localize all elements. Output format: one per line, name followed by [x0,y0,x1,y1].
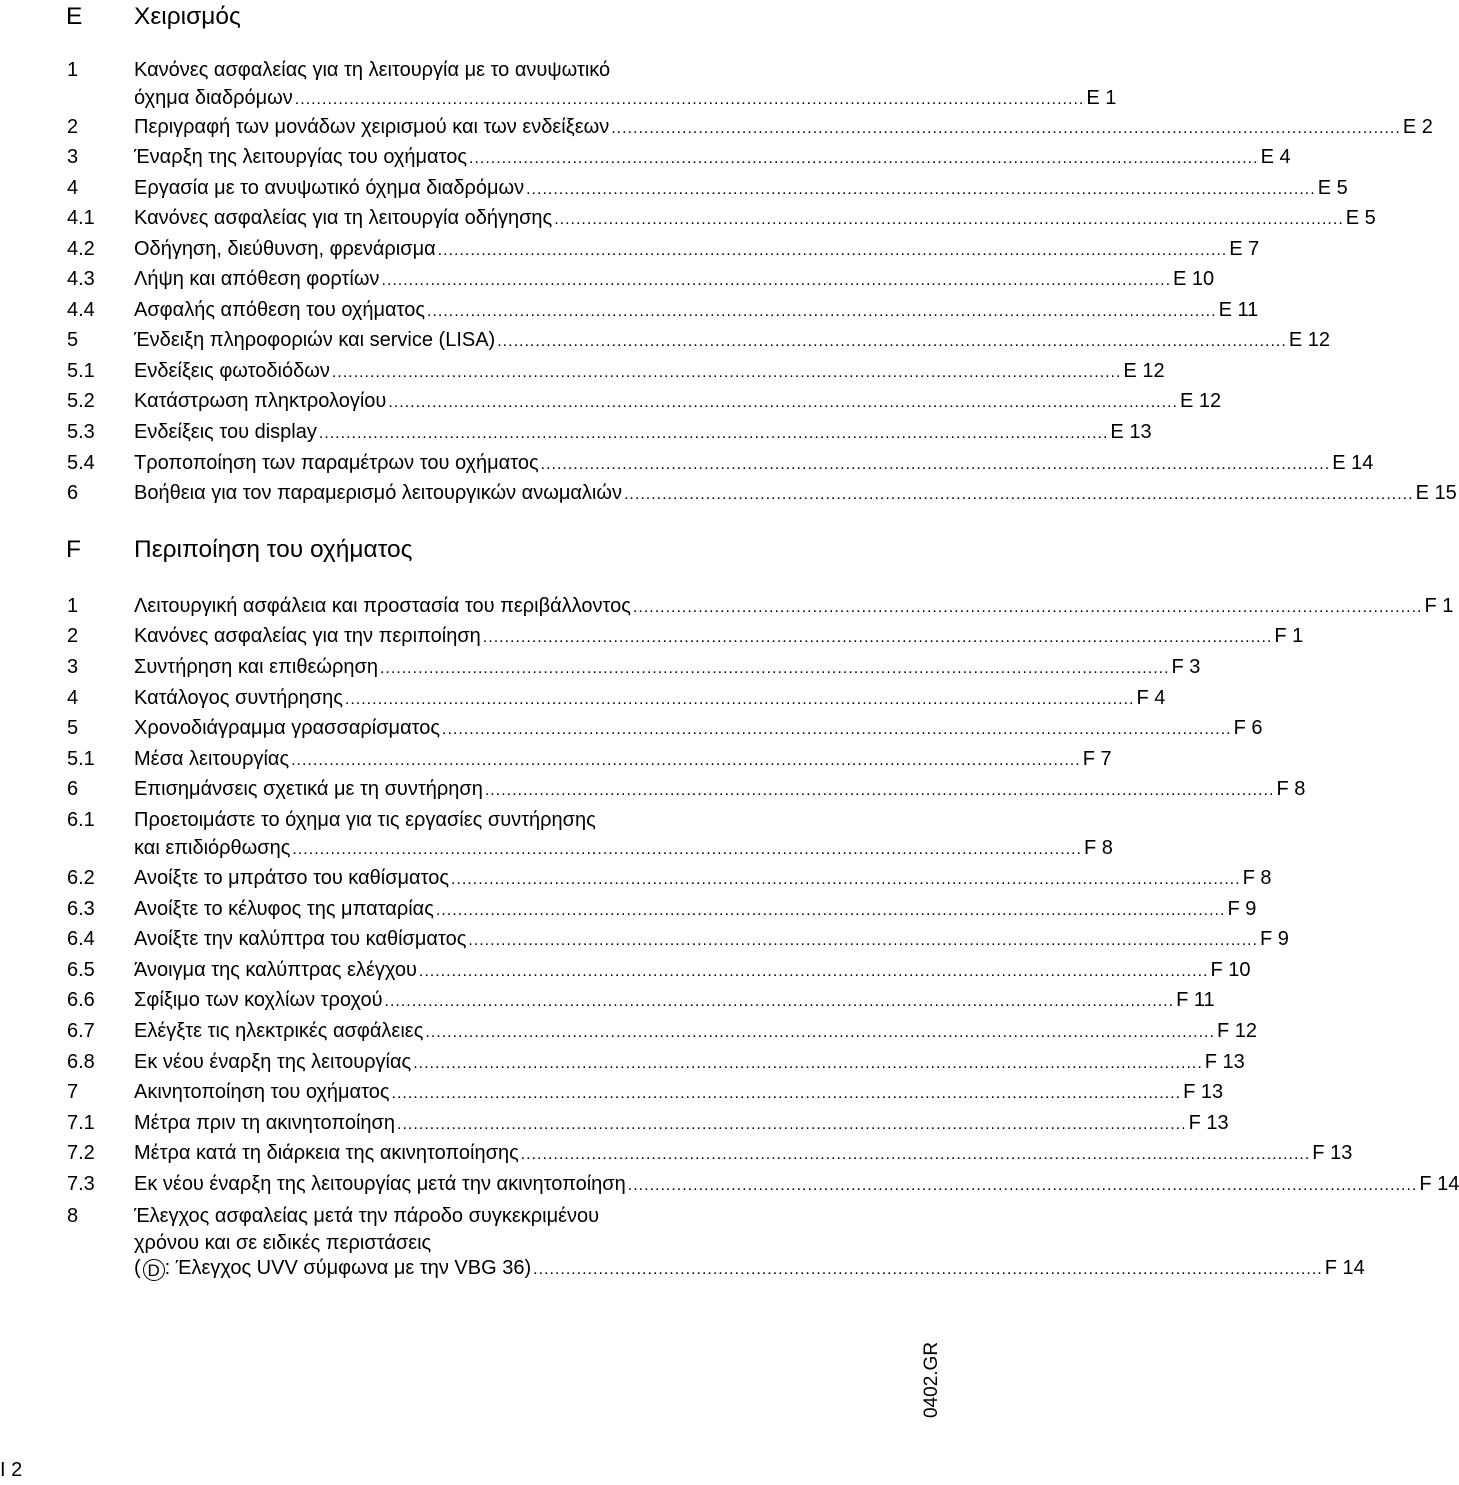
toc-entry-f-8[interactable] [0,1202,900,1230]
entry-title: Τροποποίηση των παραμέτρων του οχήματος [134,452,539,474]
toc-entry-e-4-2[interactable] [0,235,1260,263]
entry-number: 4.4 [67,299,95,321]
open-paren: ( [134,1257,141,1279]
section-letter: F [66,536,81,563]
page-ref: E 15 [1415,482,1457,504]
dot-leader: ................................................................................................................................................. [384,993,1175,1010]
toc-entry-e-6[interactable] [0,479,1457,507]
entry-number: 3 [67,656,79,678]
entry-title: Κανόνες ασφαλείας για τη λειτουργία οδήγησης [134,207,553,229]
page-ref: F 14 [1419,1173,1459,1195]
entry-title: Κατάλογος συντήρησης [134,687,343,709]
section-heading-f [0,533,900,567]
section-letter: E [66,3,83,30]
toc-entry-f-6-3[interactable] [0,895,1257,923]
section-title: Περιποίηση του οχήματος [134,536,413,563]
page-ref: E 12 [1179,390,1222,412]
entry-title: Επισημάνσεις σχετικά με τη συντήρηση [134,778,483,800]
entry-number: 1 [67,59,79,81]
toc-entry-f-4[interactable] [0,684,1166,712]
page-ref: F 14 [1324,1257,1365,1279]
entry-number: 6.4 [67,928,95,950]
entry-title: Λήψη και απόθεση φορτίων [134,268,380,290]
toc-entry-f-8-cont[interactable] [0,1229,900,1257]
dot-leader: ................................................................................................................................................. [442,721,1232,738]
entry-title: Ανοίξτε την καλύπτρα του καθίσματος [134,928,467,950]
toc-entry-f-6-6[interactable] [0,986,1215,1014]
page-ref: E 4 [1260,146,1291,168]
toc-entry-e-5-4[interactable] [0,449,1374,477]
toc-entry-e-1-cont[interactable] [0,84,1117,112]
dot-leader: ................................................................................................................................................. [627,1177,1418,1194]
toc-entry-f-5[interactable] [0,714,1263,742]
page-ref: E 11 [1218,299,1259,321]
page-ref: F 7 [1082,748,1112,770]
entry-title: Άνοιγμα της καλύπτρας ελέγχου [134,959,417,981]
toc-entry-e-2[interactable] [0,113,1433,141]
entry-title-continued: χρόνου και σε ειδικές περιστάσεις [134,1232,432,1254]
entry-number: 3 [67,146,79,168]
entry-number: 5.1 [67,360,95,382]
toc-entry-e-5-1[interactable] [0,357,1165,385]
entry-title-tail: : Έλεγχος UVV σύμφωνα με την VBG 36) [164,1257,532,1279]
entry-number: 4.2 [67,238,95,260]
entry-number: 7.2 [67,1142,95,1164]
toc-entry-e-5[interactable] [0,326,1330,354]
entry-number: 2 [67,625,79,647]
entry-title: Βοήθεια για τον παραμερισμό λειτουργικών ανωμαλιών [134,482,622,504]
page-ref: E 12 [1288,329,1330,351]
entry-number: 6.8 [67,1051,95,1073]
page-ref: F 6 [1233,717,1263,739]
toc-entry-f-7-3[interactable] [0,1170,1459,1198]
entry-title: Ένδειξη πληροφοριών και service (LISA) [134,329,496,351]
entry-number: 4 [67,687,79,709]
page-ref: E 5 [1317,177,1348,199]
entry-number: 4.3 [67,268,95,290]
entry-number: 6.5 [67,959,95,981]
entry-number: 7.1 [67,1112,95,1134]
entry-number: 5 [67,717,79,739]
entry-title: Εκ νέου έναρξη της λειτουργίας [134,1051,412,1073]
toc-entry-f-6-8[interactable] [0,1048,1245,1076]
page-ref: F 13 [1188,1112,1229,1134]
page-ref: E 12 [1123,360,1165,382]
dot-leader: ................................................................................................................................................. [611,120,1401,137]
page-ref: F 3 [1171,656,1201,678]
toc-entry-e-3[interactable] [0,143,1291,171]
page-ref: E 7 [1229,238,1260,260]
toc-entry-f-6-2[interactable] [0,864,1272,892]
page-number: I 2 [0,1459,23,1481]
entry-number: 6.1 [67,809,95,831]
page-ref: F 1 [1274,625,1304,647]
dot-leader: ................................................................................................................................................. [391,1085,1182,1102]
entry-title: Έναρξη της λειτουργίας του οχήματος [134,146,467,168]
entry-title: Εργασία με το ανυψωτικό όχημα διαδρόμων [134,177,525,199]
page-ref: F 8 [1083,837,1113,859]
entry-number: 5.4 [67,452,95,474]
entry-number: 8 [67,1205,79,1227]
page-ref: F 1 [1424,595,1454,617]
toc-entry-f-6-5[interactable] [0,956,1251,984]
entry-title: Προετοιμάστε το όχημα για τις εργασίες συντήρησης [134,809,596,831]
page-ref: F 8 [1242,867,1272,889]
entry-title: Λειτουργική ασφάλεια και προστασία του περιβάλλοντος [134,595,631,617]
page-ref: E 14 [1332,452,1374,474]
entry-number: 4.1 [67,207,95,229]
toc-entry-f-6[interactable] [0,775,1306,803]
toc-entry-e-1[interactable] [0,56,900,84]
toc-entry-e-5-2[interactable] [0,387,1222,415]
entry-title: Κανόνες ασφαλείας για τη λειτουργία με το ανυψωτικό [134,59,611,81]
dot-leader: ................................................................................................................................................. [397,1116,1187,1133]
entry-title: Ανοίξτε το μπράτσο του καθίσματος [134,867,449,889]
toc-entry-e-4-1[interactable] [0,204,1376,232]
dot-leader: ................................................................................................................................................. [291,752,1081,769]
page-ref: F 8 [1276,778,1306,800]
dot-leader: ................................................................................................................................................. [526,181,1316,198]
page-ref: E 2 [1402,116,1433,138]
entry-title: Μέτρα κατά τη διάρκεια της ακινητοποίησης [134,1142,519,1164]
dot-leader: ................................................................................................................................................. [497,333,1287,350]
entry-title-continued [134,1254,531,1282]
entry-title: Ανοίξτε το κέλυφος της μπαταρίας [134,898,434,920]
dot-leader: ................................................................................................................................................. [379,660,1170,677]
toc-entry-f-5-1[interactable] [0,745,1112,773]
toc-entry-e-5-3[interactable] [0,418,1152,446]
dot-leader: ................................................................................................................................................. [435,902,1226,919]
entry-number: 6.3 [67,898,95,920]
toc-entry-f-6-1[interactable] [0,806,900,834]
toc-entry-f-6-7[interactable] [0,1017,1257,1045]
toc-entry-e-4-3[interactable] [0,265,1215,293]
entry-title: Οδήγηση, διεύθυνση, φρενάρισμα [134,238,436,260]
entry-number: 6.7 [67,1020,95,1042]
page-ref: F 9 [1227,898,1257,920]
entry-title: Ενδείξεις του display [134,421,317,443]
dot-leader: ................................................................................................................................................. [427,303,1217,320]
dot-leader: ................................................................................................................................................. [318,425,1109,442]
dot-leader: ................................................................................................................................................. [520,1146,1311,1163]
dot-leader: ................................................................................................................................................. [344,691,1135,708]
page-ref: E 10 [1173,268,1215,290]
toc-entry-f-6-1-cont[interactable] [0,834,1113,862]
entry-number: 7 [67,1081,79,1103]
entry-title: Ακινητοποίηση του οχήματος [134,1081,390,1103]
entry-title: Μέτρα πριν τη ακινητοποίηση [134,1112,395,1134]
page-ref: E 1 [1086,87,1117,109]
dot-leader: ................................................................................................................................................. [533,1261,1323,1278]
dot-leader: ................................................................................................................................................. [381,272,1172,289]
entry-number: 5.2 [67,390,95,412]
toc-entry-f-8-cont-2[interactable] [0,1254,1365,1282]
entry-title: Χρονοδιάγραμμα γρασσαρίσματος [134,717,441,739]
entry-title-continued: όχημα διαδρόμων [134,87,293,109]
entry-title: Περιγραφή των μονάδων χειρισμού και των ενδείξεων [134,116,610,138]
dot-leader: ................................................................................................................................................. [632,599,1423,616]
page-ref: F 4 [1136,687,1166,709]
dot-leader: ................................................................................................................................................. [294,91,1085,108]
entry-number: 7.3 [67,1173,95,1195]
dot-leader: ................................................................................................................................................. [468,932,1258,949]
toc-entry-e-4[interactable] [0,174,1348,202]
page-ref: F 10 [1210,959,1251,981]
dot-leader: ................................................................................................................................................. [482,629,1273,646]
toc-entry-f-7-1[interactable] [0,1109,1229,1137]
dot-leader: ................................................................................................................................................. [484,782,1275,799]
toc-entry-f-3[interactable] [0,653,1201,681]
entry-title: Σφίξιμο των κοχλίων τροχού [134,989,383,1011]
entry-number: 6 [67,778,79,800]
dot-leader: ................................................................................................................................................. [469,150,1259,167]
page-ref: F 12 [1216,1020,1257,1042]
entry-number: 5.3 [67,421,95,443]
toc-entry-f-7[interactable] [0,1078,1224,1106]
page-ref: F 13 [1312,1142,1353,1164]
entry-number: 6 [67,482,79,504]
entry-title-continued: και επιδιόρθωσης [134,837,291,859]
section-heading-e [0,0,900,34]
page-ref: F 13 [1204,1051,1245,1073]
entry-title: Συντήρηση και επιθεώρηση [134,656,378,678]
entry-number: 1 [67,595,79,617]
entry-number: 4 [67,177,79,199]
page-ref: F 13 [1183,1081,1224,1103]
toc-entry-f-2[interactable] [0,622,1304,650]
dot-leader: ................................................................................................................................................. [554,211,1344,228]
document-code: 0402.GR [921,1341,942,1418]
entry-title: Κατάστρωση πληκτρολογίου [134,390,387,412]
entry-number: 5.1 [67,748,95,770]
dot-leader: ................................................................................................................................................. [451,871,1241,888]
entry-title: Εκ νέου έναρξη της λειτουργίας μετά την ακινητοποίηση [134,1173,626,1195]
dot-leader: ................................................................................................................................................. [418,963,1209,980]
dot-leader: ................................................................................................................................................. [437,242,1228,259]
dot-leader: ................................................................................................................................................. [388,394,1178,411]
toc-entry-e-4-4[interactable] [0,296,1259,324]
section-title: Χειρισμός [134,3,241,30]
dot-leader: ................................................................................................................................................. [413,1055,1203,1072]
page-ref: F 9 [1259,928,1289,950]
dot-leader: ................................................................................................................................................. [623,486,1414,503]
country-d-icon: D [143,1259,165,1281]
entry-number: 2 [67,116,79,138]
entry-number: 6.6 [67,989,95,1011]
entry-number: 6.2 [67,867,95,889]
dot-leader: ................................................................................................................................................. [540,456,1331,473]
dot-leader: ................................................................................................................................................. [425,1024,1215,1041]
toc-entry-f-6-4[interactable] [0,925,1289,953]
entry-title: Κανόνες ασφαλείας για την περιποίηση [134,625,481,647]
entry-title: Ελέγξτε τις ηλεκτρικές ασφάλειες [134,1020,424,1042]
dot-leader: ................................................................................................................................................. [331,364,1122,381]
entry-title: Ενδείξεις φωτοδιόδων [134,360,330,382]
entry-title: Έλεγχος ασφαλείας μετά την πάροδο συγκεκριμένου [134,1205,600,1227]
toc-entry-f-7-2[interactable] [0,1139,1353,1167]
entry-title: Ασφαλής απόθεση του οχήματος [134,299,425,321]
page-ref: E 13 [1110,421,1152,443]
entry-number: 5 [67,329,79,351]
page-ref: E 5 [1345,207,1376,229]
entry-title: Μέσα λειτουργίας [134,748,290,770]
dot-leader: ................................................................................................................................................. [292,841,1082,858]
toc-entry-f-1[interactable] [0,592,1454,620]
page-ref: F 11 [1176,989,1215,1011]
